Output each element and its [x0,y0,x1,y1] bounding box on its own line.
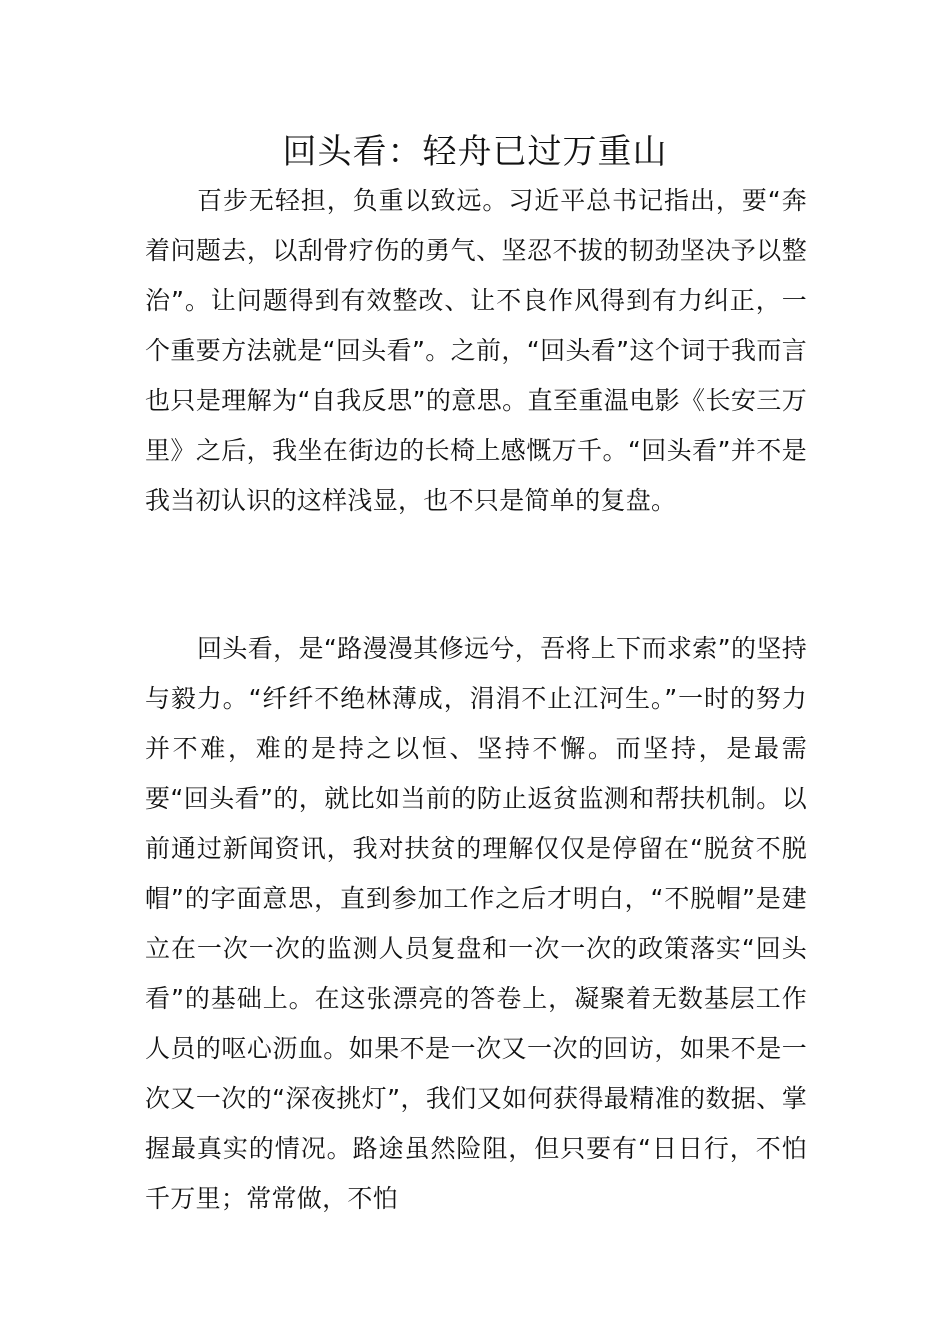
document-title: 回头看：轻舟已过万重山 [282,132,668,172]
paragraph-2: 回头看，是“路漫漫其修远兮，吾将上下而求索”的坚持与毅力。“纤纤不绝林薄成，涓涓不止江河生。”一时的努力并不难，难的是持之以恒、坚持不懈。而坚持，是最需要“回头看”的，就比如当前的防止返贫监测和帮扶机制。以前通过新闻资讯，我对扶贫的理解仅仅是停留在“脱贫不脱帽”的字面意思，直到参加工作之后才明白，“不脱帽”是建立在一次一次的监测人员复盘和一次一次的政策落实“回头看”的基础上。在这张漂亮的答卷上，凝聚着无数基层工作人员的呕心沥血。如果不是一次又一次的回访，如果不是一次又一次的“深夜挑灯”，我们又如何获得最精准的数据、掌握最真实的情况。路途虽然险阻，但只要有“日日行，不怕千万里；常常做，不怕 [145,634,807,1213]
paragraph-1: 百步无轻担，负重以致远。习近平总书记指出，要“奔着问题去，以刮骨疗伤的勇气、坚忍不拔的韧劲坚决予以整治”。让问题得到有效整改、让不良作风得到有力纠正，一个重要方法就是“回头看”。之前，“回头看”这个词于我而言也只是理解为“自我反思”的意思。直至重温电影《长安三万里》之后，我坐在街边的长椅上感慨万千。“回头看”并不是我当初认识的这样浅显，也不只是简单的复盘。 [145,186,807,515]
